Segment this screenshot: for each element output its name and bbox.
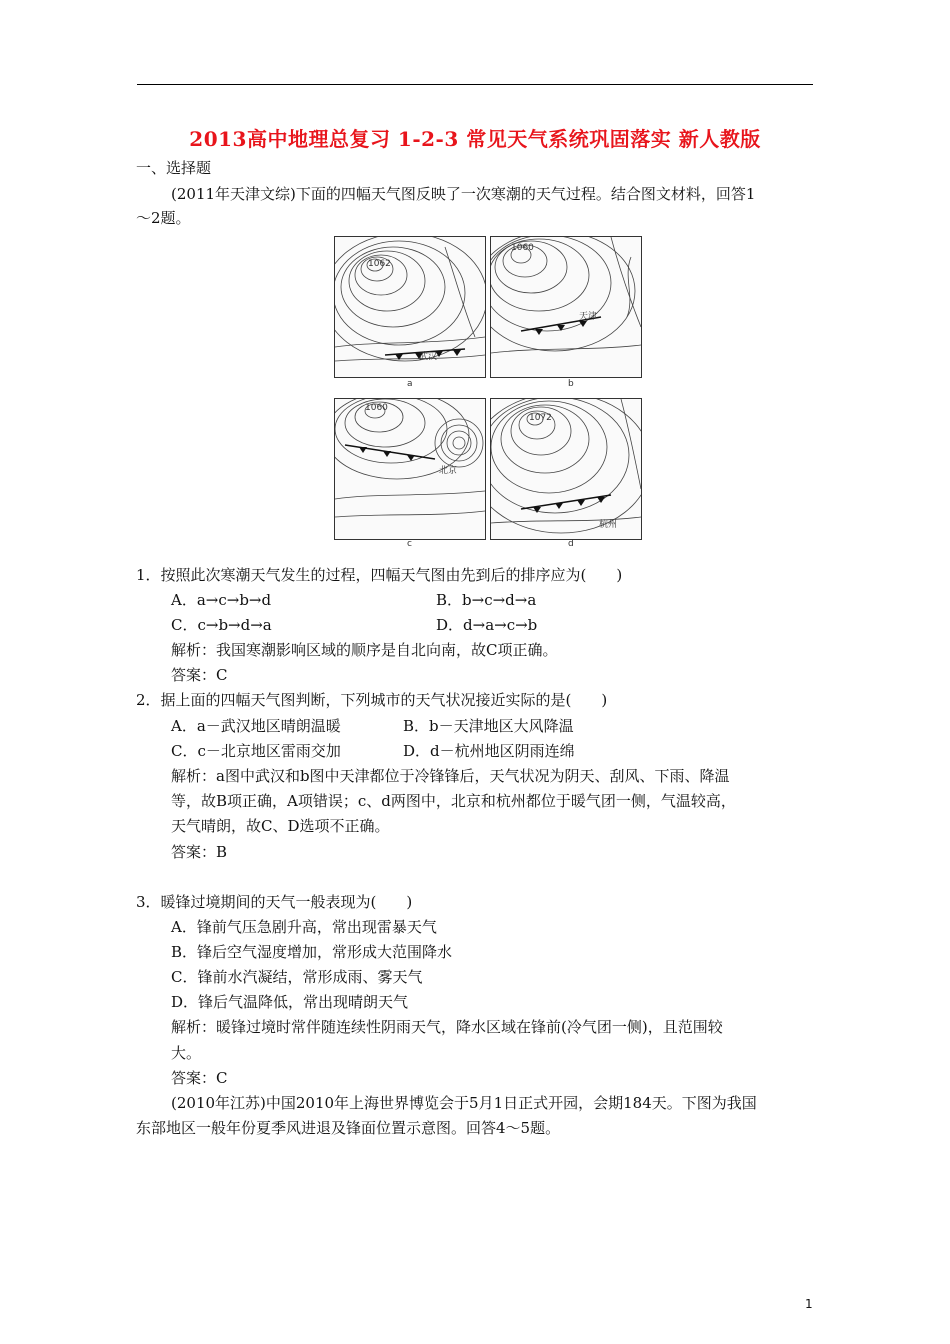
q3-option-a: A．锋前气压急剧升高，常出现雷暴天气 [171,918,437,936]
q2-answer: 答案：B [171,843,228,861]
q1-analysis: 解析：我国寒潮影响区域的顺序是自北向南，故C项正确。 [171,641,558,659]
map-c-label: c [407,539,412,549]
q3-option-b: B．锋后空气湿度增加，常形成大范围降水 [171,943,453,961]
isobar-map-b-svg [491,237,641,377]
header-rule [137,84,813,85]
q1-option-b: B．b→c→d→a [436,591,537,609]
map-c-pressure: 1060 [365,403,388,413]
map-d-label: d [568,539,574,549]
q1-option-c: C．c→b→d→a [171,616,272,634]
q3-analysis-line1: 解析：暖锋过境时常伴随连续性阴雨天气，降水区域在锋前(冷气团一侧)，且范围较 [171,1018,723,1036]
map-b-label: b [568,379,574,389]
map-d-pressure: 1072 [529,413,552,423]
intro1-line1: (2011年天津文综)下面的四幅天气图反映了一次寒潮的天气过程。结合图文材料，回答1 [171,185,756,203]
q1-option-a: A．a→c→b→d [171,591,272,609]
map-b-city: 天津 [579,312,598,322]
intro2-line1: (2010年江苏)中国2010年上海世界博览会于5月1日正式开园，会期184天。下图为我国 [171,1094,757,1112]
isobar-map-a-svg [335,237,485,377]
q2-stem: 2．据上面的四幅天气图判断，下列城市的天气状况接近实际的是( ) [136,691,608,709]
q1-answer: 答案：C [171,666,228,684]
weather-map-a [334,236,486,378]
map-b-pressure: 1060 [511,243,534,253]
q2-option-a: A．a－武汉地区晴朗温暖 [171,717,341,735]
intro2-line2: 东部地区一般年份夏季风进退及锋面位置示意图。回答4～5题。 [136,1119,561,1137]
document-title: 2013高中地理总复习 1-2-3 常见天气系统巩固落实 新人教版 [189,127,761,151]
q2-analysis-line1: 解析：a图中武汉和b图中天津都位于冷锋锋后，天气状况为阴天、刮风、下雨、降温 [171,767,730,785]
q3-answer: 答案：C [171,1069,228,1087]
weather-map-b [490,236,642,378]
map-c-city: 北京 [439,466,458,476]
intro1-line2: ～2题。 [136,209,191,227]
q2-option-c: C．c－北京地区雷雨交加 [171,742,341,760]
q1-stem: 1．按照此次寒潮天气发生的过程，四幅天气图由先到后的排序应为( ) [136,566,623,584]
weather-map-c [334,398,486,540]
q2-option-d: D．d－杭州地区阴雨连绵 [403,742,575,760]
page-number: 1 [805,1297,813,1311]
map-d-city: 杭州 [599,520,618,530]
map-a-pressure: 1062 [368,259,391,269]
map-a-label: a [407,379,413,389]
weather-map-d [490,398,642,540]
q1-option-d: D．d→a→c→b [436,616,538,634]
section-heading: 一、选择题 [136,159,212,177]
map-a-city: 武汉 [419,352,438,362]
q2-option-b: B．b－天津地区大风降温 [403,717,574,735]
q3-stem: 3．暖锋过境期间的天气一般表现为( ) [136,893,413,911]
q3-analysis-line2: 大。 [171,1044,202,1062]
isobar-map-c-svg [335,399,485,539]
q2-analysis-line2: 等，故B项正确，A项错误；c、d两图中，北京和杭州都位于暖气团一侧，气温较高， [171,792,736,810]
weather-maps-figure [334,236,641,549]
isobar-map-d-svg [491,399,641,539]
q2-analysis-line3: 天气晴朗，故C、D选项不正确。 [171,817,390,835]
q3-option-c: C．锋前水汽凝结，常形成雨、雾天气 [171,968,423,986]
q3-option-d: D．锋后气温降低，常出现晴朗天气 [171,993,409,1011]
